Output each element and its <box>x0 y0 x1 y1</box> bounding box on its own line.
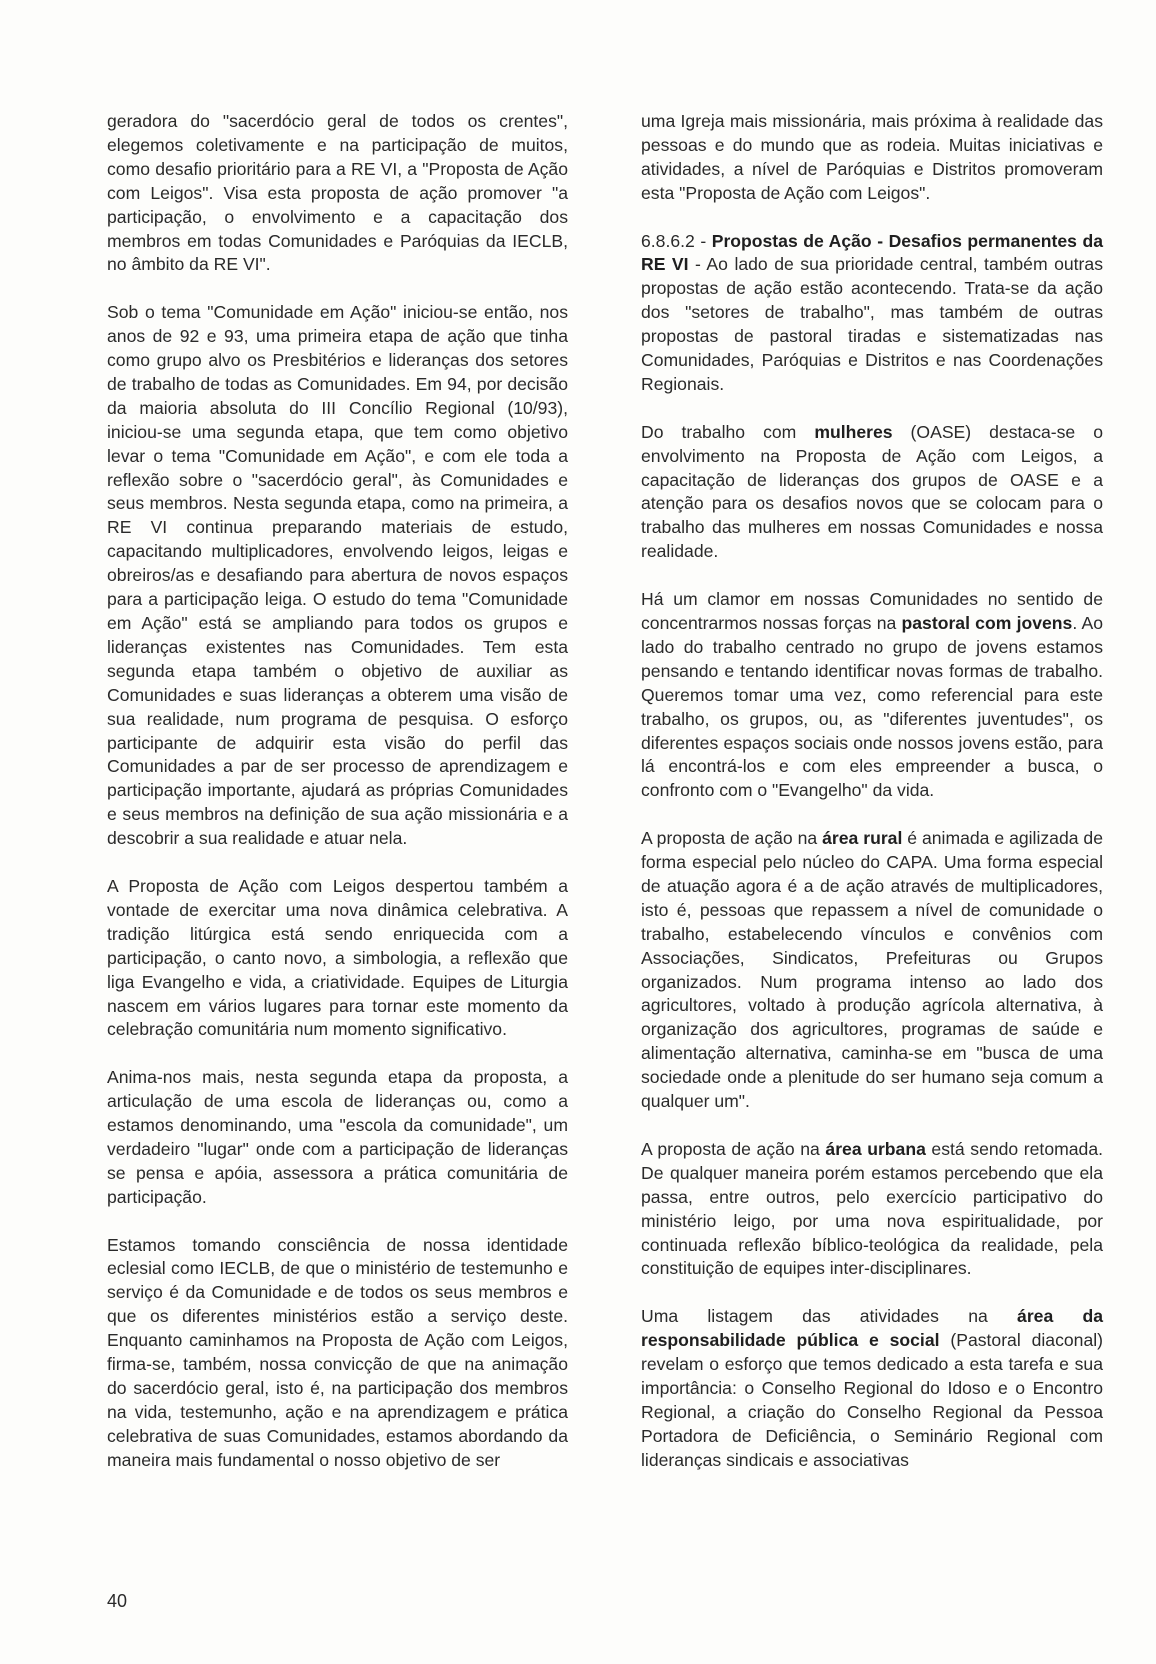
paragraph-text: está sendo retomada. De qualquer maneira porém estamos percebendo que ela passa, entre outros, pelo exercício participativo do ministério leigo, por uma nova espiritualidade, por continuada reflexão bíblico-teológica da realidade, pela constituição de equipes inter-disciplinares. <box>641 1138 1103 1279</box>
page-number: 40 <box>107 1591 128 1611</box>
section-number: 6.8.6.2 - <box>641 230 712 251</box>
paragraph-text: A proposta de ação na <box>641 1138 826 1159</box>
bold-term: área urbana <box>825 1138 926 1159</box>
bold-term: área rural <box>822 828 903 849</box>
bold-term: área da responsabilidade pública e social <box>641 1306 1104 1351</box>
right-column <box>641 110 1103 1473</box>
bold-term: pastoral com jovens <box>901 612 1073 633</box>
paragraph <box>641 588 1103 803</box>
paragraph-text: A proposta de ação na <box>641 828 823 849</box>
paragraph-text: Uma listagem das atividades na <box>641 1306 1018 1327</box>
section-paragraph <box>641 230 1103 397</box>
paragraph-text: . Ao lado do trabalho centrado no grupo de jovens estamos pensando e tentando identificar novas formas de trabalho. Queremos tomar uma vez, como referencial para este trabalho, os grupos, ou, as "diferentes juventudes", os diferentes espaços sociais onde nossos jovens estão, para lá encontrá-los e com eles empreender a busca, o confronto com o "Evangelho" da vida. <box>641 612 1104 801</box>
paragraph <box>641 827 1103 1114</box>
paragraph-text: - Ao lado de sua prioridade central, também outras propostas de ação estão acontecendo. Trata-se da ação dos "setores de trabalho", mas também de outras propostas de pastoral tiradas e sistematizadas nas Comunidades, Paróquias e Distritos e nas Coordenações Regionais. <box>641 254 1103 394</box>
paragraph-text: é animada e agilizada de forma especial pelo núcleo do CAPA. Uma forma especial de atuação agora é a de ação através de multiplicadores, isto é, pessoas que repassem a nível de comunidade o trabalho, estabelecendo vínculos e convênios com Associações, Sindicatos, Prefeituras ou Grupos organizados. Num programa intenso ao lado dos agricultores, voltado à produção agrícola alternativa, à organização dos agricultores, programas de saúde e alimentação alternativa, caminha-se em "busca de uma sociedade onde a plenitude do ser humano seja comum a qualquer um". <box>641 828 1104 1112</box>
paragraph: Sob o tema "Comunidade em Ação" iniciou-se então, nos anos de 92 e 93, uma primeira etapa de ação que tinha como grupo alvo os Presbitérios e lideranças dos setores de trabalho de todas as Comunidades. Em 94, por decisão da maioria absoluta do III Concílio Regional (10/93), iniciou-se uma segunda etapa, que tem como objetivo levar o tema "Comunidade em Ação", e com ele toda a reflexão sobre o "sacerdócio geral", às Comunidades e seus membros. Nesta segunda etapa, como na primeira, a RE VI continua preparando materiais de estudo, capacitando multiplicadores, envolvendo leigos, leigas e obreiros/as e desafiando para abertura de novos espaços para a participação leiga. O estudo do tema "Comunidade em Ação" está se ampliando para todos os grupos e lideranças existentes nas Comunidades. Tem esta segunda etapa também o objetivo de auxiliar as Comunidades e suas lideranças a obterem uma visão de sua realidade, num programa de pesquisa. O esforço participante de adquirir esta visão do perfil das Comunidades a par de ser processo de aprendizagem e participação importante, ajudará as próprias Comunidades e seus membros na definição de sua ação missionária e a descobrir a sua realidade e atuar nela. <box>107 302 568 849</box>
paragraph: Anima-nos mais, nesta segunda etapa da proposta, a articulação de uma escola de lideranças ou, como a estamos denominando, uma "escola da comunidade", um verdadeiro "lugar" onde com a participação de lideranças se pensa e apóia, assessora a prática comunitária de participação. <box>107 1067 568 1207</box>
paragraph: A Proposta de Ação com Leigos despertou também a vontade de exercitar uma nova dinâmica celebrativa. A tradição litúrgica está sendo enriquecida com a participação, o canto novo, a simbologia, a reflexão que liga Evangelho e vida, a criatividade. Equipes de Liturgia nascem em vários lugares para tornar este momento da celebração comunitária num momento significativo. <box>107 875 568 1040</box>
paragraph-text: Há um clamor em nossas Comunidades no sentido de concentrarmos nossas forças na <box>641 589 1103 633</box>
paragraph: uma Igreja mais missionária, mais próxima à realidade das pessoas e do mundo que as rodeia. Muitas iniciativas e atividades, a nível de Paróquias e Distritos promoveram esta "Proposta de Ação com Leigos". <box>641 111 1103 203</box>
bold-term: mulheres <box>814 421 893 442</box>
paragraph: Estamos tomando consciência de nossa identidade eclesial como IECLB, de que o ministério de testemunho e serviço é da Comunidade e de todos os seus membros e que os diferentes ministérios estão a serviço deste. Enquanto caminhamos na Proposta de Ação com Leigos, firma-se, também, nossa convicção de que na animação do sacerdócio geral, isto é, na participação dos membros na vida, testemunho, ação e na aprendizagem e prática celebrativa de suas Comunidades, estamos abordando da maneira mais fundamental o nosso objetivo de ser <box>107 1234 568 1470</box>
paragraph: geradora do "sacerdócio geral de todos os crentes", elegemos coletivamente e na participação de muitos, como desafio prioritário para a RE VI, a "Proposta de Ação com Leigos". Visa esta proposta de ação promover "a participação, o envolvimento e a capacitação dos membros em todas Comunidades e Paróquias da IECLB, no âmbito da RE VI". <box>107 111 568 275</box>
paragraph <box>641 1305 1103 1472</box>
paragraph-text: (OASE) destaca-se o envolvimento na Proposta de Ação com Leigos, a capacitação de lideranças dos grupos de OASE e a atenção para os desafios novos que se colocam para o trabalho das mulheres em nossas Comunidades e nossa realidade. <box>641 421 1103 562</box>
section-heading: Propostas de Ação - Desafios permanentes da RE VI <box>641 230 1103 275</box>
left-column <box>107 110 568 1473</box>
paragraph-text: Do trabalho com <box>641 421 815 442</box>
paragraph <box>641 421 1103 564</box>
paragraph-text: (Pastoral diaconal) revelam o esforço que temos dedicado a esta tarefa e sua importância: o Conselho Regional do Idoso e o Encontro Regional, a criação do Conselho Regional da Pessoa Portadora de Deficiência, o Seminário Regional com lideranças sindicais e associativas <box>641 1330 1103 1470</box>
paragraph <box>641 1138 1103 1281</box>
